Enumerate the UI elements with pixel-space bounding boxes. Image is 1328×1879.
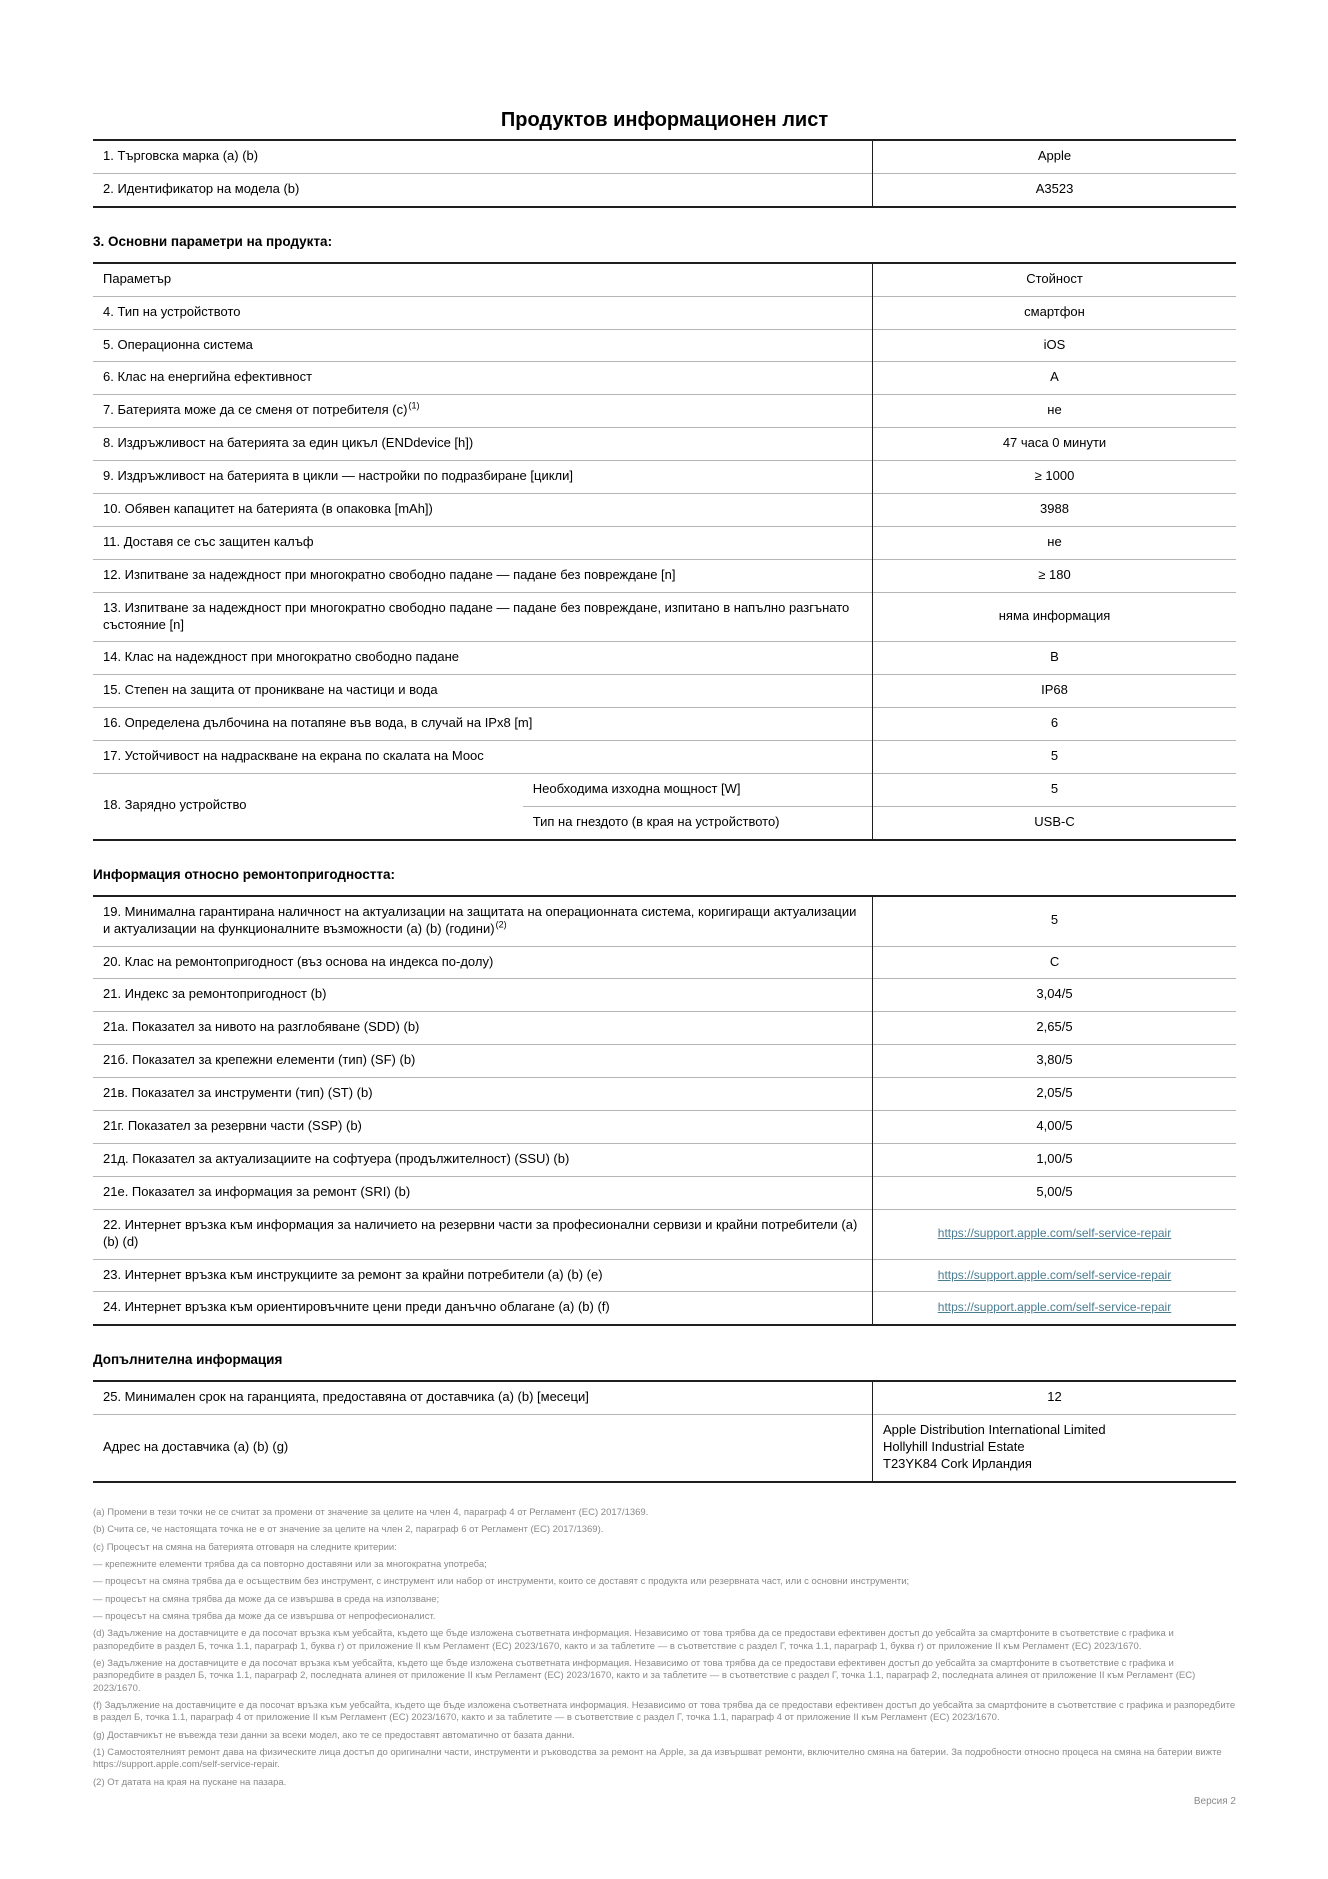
- table-row: [93, 1045, 1236, 1078]
- footnote: (e) Задължение на доставчиците е да посочат връзка към уебсайта, където ще бъде изложена съответната информация. Независимо от това трябва да се предостави ефективен достъп до уебсайта за смартфоните в съответствие с графика и разпоредбите в раздел Б, точка 1.1, параграф 2, последната алинея от приложение II към Регламент (ЕС) 2023/1670, както и за таблетите — в съответствие с раздел Г, точка 1.1, параграф 2, последната алинея от приложение II към Регламент (ЕС) 2023/1670.: [93, 1657, 1196, 1694]
- param-cell: 21а. Показател за нивото на разглобяване (SDD) (b): [93, 1012, 873, 1045]
- param-cell: 15. Степен на защита от проникване на частици и вода: [93, 675, 873, 708]
- self-service-repair-link[interactable]: https://support.apple.com/self-service-repair: [937, 1226, 1172, 1241]
- footnote: (2) От датата на края на пускане на пазара.: [93, 1776, 287, 1788]
- supplier-address-line: Hollyhill Industrial Estate: [883, 1439, 1025, 1455]
- table-row-charger: [93, 774, 1236, 807]
- param-cell: [93, 395, 873, 428]
- param-cell: 14. Клас на надеждност при многократно свободно падане: [93, 642, 873, 675]
- table-row: [93, 296, 1236, 329]
- param-cell: 24. Интернет връзка към ориентировъчните цени преди данъчно облагане (a) (b) (f): [93, 1292, 873, 1325]
- repairability-table: [93, 895, 1236, 1326]
- version-label: Версия 2: [1193, 1796, 1236, 1808]
- table-row: [93, 1078, 1236, 1111]
- footnote-ref-1: (1): [408, 401, 420, 412]
- table-row: [93, 494, 1236, 527]
- value-cell: 47 часа 0 минути: [873, 428, 1236, 461]
- footnote: (c) Процесът на смяна на батерията отговаря на следните критерии:: [93, 1541, 397, 1553]
- value-cell: 3,80/5: [873, 1045, 1236, 1078]
- table-row: [93, 1209, 1236, 1259]
- footnote: (a) Промени в тези точки не се считат за промени от значение за целите на член 4, параграф 4 от Регламент (ЕС) 2017/1369.: [93, 1506, 649, 1518]
- table-row: [93, 896, 1236, 946]
- table-row: [93, 395, 1236, 428]
- table-row: [93, 979, 1236, 1012]
- table-header-row: [93, 263, 1236, 296]
- table-row: [93, 592, 1236, 642]
- value-cell: няма информация: [873, 592, 1236, 642]
- param-cell: 5. Операционна система: [93, 329, 873, 362]
- param-cell: 17. Устойчивост на надраскване на екрана по скалата на Моос: [93, 741, 873, 774]
- value-cell: A: [873, 362, 1236, 395]
- value-cell: USB-C: [873, 806, 1236, 839]
- value-cell: B: [873, 642, 1236, 675]
- table-row-supplier-address: [93, 1415, 1236, 1482]
- table-row: [93, 1012, 1236, 1045]
- value-cell: iOS: [873, 329, 1236, 362]
- value-cell: Apple: [1037, 148, 1072, 163]
- additional-info-table: [93, 1380, 1236, 1483]
- table-row: [93, 1381, 1236, 1414]
- main-parameters-table: [93, 262, 1236, 841]
- footnote: (b) Счита се, че настоящата точка не е от значение за целите на член 2, параграф 6 от Регламент (ЕС) 2017/1369).: [93, 1524, 604, 1536]
- table-row: [93, 741, 1236, 774]
- identification-table: [93, 139, 1236, 208]
- param-cell: 20. Клас на ремонтопригодност (въз основа на индекса по-долу): [93, 946, 873, 979]
- value-cell: [873, 1209, 1236, 1259]
- footnotes-block: [93, 1507, 1236, 1789]
- param-label: 19. Минимална гарантирана наличност на актуализации на защитата на операционната система, коригиращи актуализации и актуализации на функционалните възможности (a) (b) (години): [103, 903, 857, 936]
- table-row: [93, 329, 1236, 362]
- value-cell: C: [873, 946, 1236, 979]
- supplier-address-line: Apple Distribution International Limited: [883, 1422, 1106, 1438]
- param-cell: 10. Обявен капацитет на батерията (в опаковка [mAh]): [93, 494, 873, 527]
- value-cell: A3523: [873, 173, 1236, 206]
- value-cell: 2,65/5: [873, 1012, 1236, 1045]
- param-cell: 25. Минимален срок на гаранцията, предоставяна от доставчика (a) (b) [месеци]: [93, 1381, 873, 1414]
- footnote-ref-2: (2): [495, 919, 507, 930]
- value-cell: ≥ 1000: [873, 461, 1236, 494]
- value-cell: IP68: [873, 675, 1236, 708]
- column-header-parameter: Параметър: [93, 263, 873, 296]
- value-cell: 1,00/5: [873, 1143, 1236, 1176]
- page-title: Продуктов информационен лист: [500, 109, 829, 131]
- param-label: 7. Батерията може да се сменя от потребителя (c): [103, 402, 408, 418]
- value-cell: 3,04/5: [873, 979, 1236, 1012]
- table-row: [93, 173, 1236, 206]
- table-row: [93, 675, 1236, 708]
- param-cell: 6. Клас на енергийна ефективност: [93, 362, 873, 395]
- table-row: [93, 461, 1236, 494]
- param-cell: 21е. Показател за информация за ремонт (SRI) (b): [93, 1176, 873, 1209]
- table-row: [93, 1111, 1236, 1144]
- footnote-bullet: — крепежните елементи трябва да са повторно доставяни или за многократна употреба;: [93, 1558, 487, 1570]
- param-cell: 21. Индекс за ремонтопригодност (b): [93, 979, 873, 1012]
- table-row: [93, 362, 1236, 395]
- table-row: [93, 1259, 1236, 1292]
- value-cell: [873, 1292, 1236, 1325]
- section-heading-main-parameters: 3. Основни параметри на продукта:: [93, 233, 333, 249]
- value-cell: не: [873, 395, 1236, 428]
- value-cell: 5: [1050, 912, 1059, 928]
- supplier-address-cell: [873, 1415, 1236, 1482]
- param-cell: 11. Доставя се със защитен калъф: [93, 526, 873, 559]
- section-heading-repairability: Информация относно ремонтопригодността:: [93, 866, 395, 882]
- table-row: [93, 1176, 1236, 1209]
- param-cell: 12. Изпитване за надеждност при многократно свободно падане — падане без повреждане [n]: [93, 559, 873, 592]
- value-cell: 5: [873, 774, 1236, 807]
- param-cell: 21д. Показател за актуализациите на софтуера (продължителност) (SSU) (b): [93, 1143, 873, 1176]
- table-row: [93, 1143, 1236, 1176]
- subparam-cell: Необходима изходна мощност [W]: [523, 774, 873, 807]
- table-row: [93, 946, 1236, 979]
- param-cell: 8. Издръжливост на батерията за един цикъл (ENDdevice [h]): [93, 428, 873, 461]
- table-row: [93, 140, 1236, 173]
- param-cell: Адрес на доставчика (a) (b) (g): [93, 1415, 873, 1482]
- footnote-bullet: — процесът на смяна трябва да може да се извършва от непрофесионалист.: [93, 1610, 436, 1622]
- column-header-value: Стойност: [1026, 270, 1083, 286]
- section-heading-additional-info: Допълнителна информация: [93, 1352, 283, 1368]
- value-cell: [873, 1259, 1236, 1292]
- footnote: (1) Самостоятелният ремонт дава на физическите лица достъп до оригинални части, инструменти и ръководства за ремонт на Apple, за да извършват ремонти, включително смяна на батерии. За подробности относно процеса на смяна на батерии вижте https://support.apple.com/self-service-repair.: [93, 1747, 1222, 1771]
- value-cell: 5: [873, 741, 1236, 774]
- param-cell: [93, 896, 873, 946]
- self-service-repair-link[interactable]: https://support.apple.com/self-service-repair: [937, 1300, 1172, 1315]
- value-cell: 12: [1047, 1389, 1062, 1405]
- subparam-cell: Тип на гнездото (в края на устройството): [523, 806, 873, 839]
- value-cell: смартфон: [873, 296, 1236, 329]
- footnote-bullet: — процесът на смяна трябва да може да се извършва в среда на използване;: [93, 1593, 440, 1605]
- value-cell: ≥ 180: [873, 559, 1236, 592]
- param-cell: 22. Интернет връзка към информация за наличието на резервни части за професионални сервизи и крайни потребители (a) (b) (d): [93, 1209, 873, 1259]
- param-cell: 13. Изпитване за надеждност при многократно свободно падане — падане без повреждане, изпитано в напълно разгънато състояние [n]: [93, 592, 873, 642]
- table-row: [93, 428, 1236, 461]
- table-row: [93, 1292, 1236, 1325]
- table-row: [93, 526, 1236, 559]
- param-cell: 16. Определена дълбочина на потапяне във вода, в случай на IPx8 [m]: [93, 708, 873, 741]
- footnote: (g) Доставчикът не въвежда тези данни за всеки модел, ако те се предоставят автоматично от базата данни.: [93, 1729, 575, 1741]
- table-row: [93, 559, 1236, 592]
- self-service-repair-link[interactable]: https://support.apple.com/self-service-repair: [937, 1267, 1172, 1282]
- value-cell: 3988: [873, 494, 1236, 527]
- param-cell: 4. Тип на устройството: [93, 296, 873, 329]
- footnote-bullet: — процесът на смяна трябва да е осъществим без инструмент, с инструмент или набор от инструменти, които се доставят с продукта или резервната част, или с основни инструменти;: [93, 1576, 910, 1588]
- param-cell-charger: 18. Зарядно устройство: [93, 774, 523, 840]
- param-cell: 21б. Показател за крепежни елементи (тип) (SF) (b): [93, 1045, 873, 1078]
- param-cell: 21в. Показател за инструменти (тип) (ST) (b): [93, 1078, 873, 1111]
- param-cell: 1. Търговска марка (a) (b): [93, 140, 873, 173]
- supplier-address-line: T23YK84 Cork Ирландия: [883, 1455, 1032, 1471]
- param-cell: 23. Интернет връзка към инструкциите за ремонт за крайни потребители (a) (b) (e): [93, 1259, 873, 1292]
- value-cell: 2,05/5: [873, 1078, 1236, 1111]
- value-cell: 4,00/5: [873, 1111, 1236, 1144]
- param-cell: 21г. Показател за резервни части (SSP) (b): [93, 1111, 873, 1144]
- footnote: (f) Задължение на доставчиците е да посочат връзка към уебсайта, където ще бъде изложена съответната информация. Независимо от това трябва да се предостави ефективен достъп до уебсайта за смартфоните в съответствие с графика и разпоредбите в раздел Б, точка 1.1, параграф 4 от приложение II към Регламент (ЕС) 2023/1670, както и за таблетите — в съответствие с раздел Г, точка 1.1, параграф 4 от приложение II към Регламент (ЕС) 2023/1670.: [93, 1699, 1236, 1724]
- table-row: [93, 708, 1236, 741]
- table-row: [93, 642, 1236, 675]
- value-cell: 5,00/5: [873, 1176, 1236, 1209]
- param-cell: 2. Идентификатор на модела (b): [93, 173, 873, 206]
- value-cell: не: [873, 526, 1236, 559]
- value-cell: 6: [873, 708, 1236, 741]
- footnote: (d) Задължение на доставчиците е да посочат връзка към уебсайта, където ще бъде изложена съответната информация. Независимо от това трябва да се предостави ефективен достъп до уебсайта за смартфоните в съответствие с графика и разпоредбите в раздел Б, точка 1.1, параграф 1, буква г) от приложение II към Регламент (ЕС) 2023/1670, както и за таблетите — в съответствие с раздел Г, точка 1.1, параграф 1, буква г) от приложение II към Регламент (ЕС) 2023/1670.: [93, 1628, 1174, 1652]
- param-cell: 9. Издръжливост на батерията в цикли — настройки по подразбиране [цикли]: [93, 461, 873, 494]
